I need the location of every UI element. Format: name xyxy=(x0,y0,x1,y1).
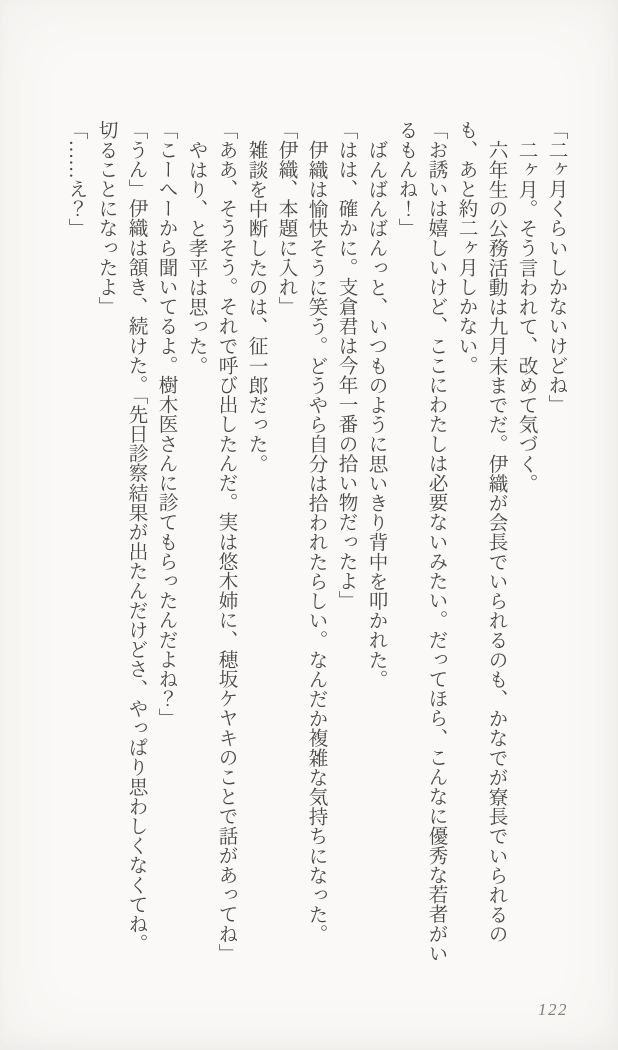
paragraph: 「二ヶ月くらいしかないけどね」 xyxy=(545,120,566,414)
page-number: 122 xyxy=(538,1000,568,1019)
paragraph: 「伊織、本題に入れ」 xyxy=(275,120,296,316)
paragraph: 二ヶ月。そう言われて、改めて気づく。 xyxy=(515,139,536,493)
body-text xyxy=(60,120,570,963)
paragraph: 六年生の公務活動は九月末までだ。伊織が会長でいられるのも、かなでが寮長でいられるのも、あと約二ヶ月しかない。 xyxy=(455,120,506,944)
paragraph: 雑談を中断したのは、征一郎だった。 xyxy=(245,139,266,473)
paragraph: 「うん」伊織は頷き、続けた。「先日診察結果が出たんだけどさ、やっぱり思わしくなくてね。切ることになったよ」 xyxy=(95,120,146,953)
paragraph: 伊織は愉快そうに笑う。どうやら自分は拾われたらしい。なんだか複雑な気持ちになった。 xyxy=(305,139,326,944)
paragraph: 「ああ、そうそう。それで呼び出したんだ。実は悠木姉に、穂坂ケヤキのことで話があってね」 xyxy=(215,120,236,963)
paragraph: ばんばんばんっと、いつものように思いきり背中を叩かれた。 xyxy=(365,139,386,689)
paragraph: 「こーへーから聞いてるよ。樹木医さんに診てもらったんだよね？」 xyxy=(155,120,176,728)
paragraph: 「はは、確かに。支倉君は今年一番の拾い物だったよ」 xyxy=(335,120,356,610)
paragraph: 「……え？」 xyxy=(65,120,86,238)
paragraph: やはり、と孝平は思った。 xyxy=(185,139,206,375)
paragraph: 「お誘いは嬉しいけど、ここにわたしは必要ないみたい。だってほら、こんなに優秀な若者がいるもんね！」 xyxy=(395,120,446,963)
